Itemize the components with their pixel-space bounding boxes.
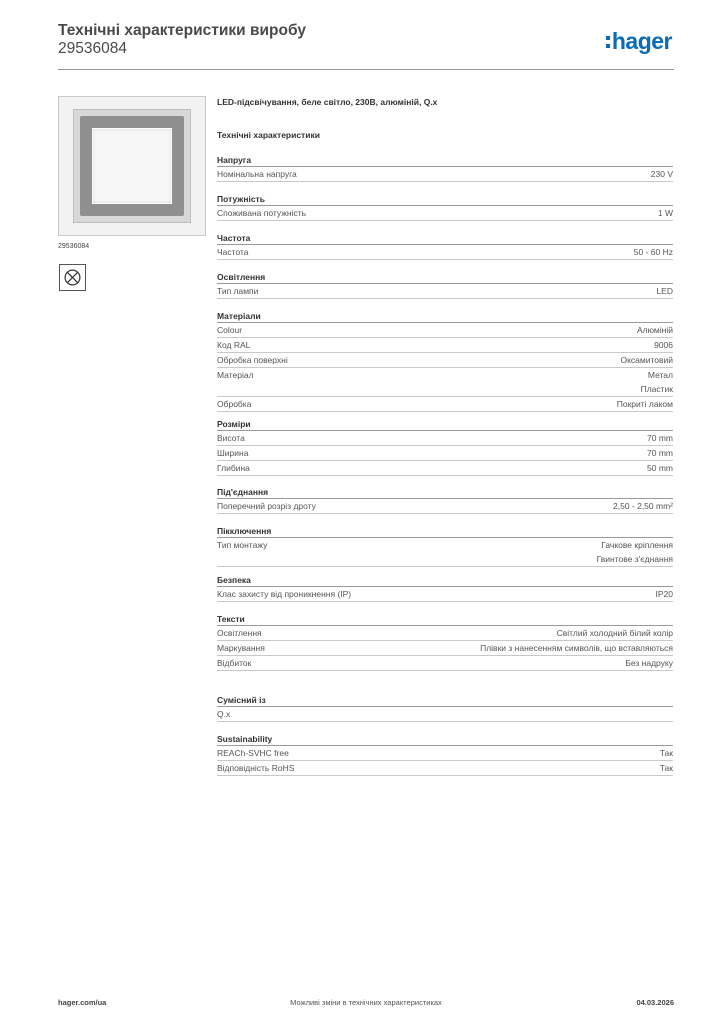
spec-label: Код RAL: [217, 340, 251, 350]
spec-group: [217, 232, 673, 260]
spec-value-line: Оксамитовий: [620, 355, 673, 365]
spec-value: [658, 206, 673, 220]
spec-value: [656, 284, 673, 298]
spec-value-line: 70 mm: [647, 433, 673, 443]
spec-row: [217, 499, 673, 514]
spec-group: [217, 310, 673, 412]
spec-label: Глибина: [217, 463, 250, 473]
spec-value-line: Гвинтове з'єднання: [596, 554, 673, 564]
document-title: Технічні характеристики виробу: [58, 22, 306, 39]
spec-label: Маркування: [217, 643, 265, 653]
spec-value: [654, 338, 673, 352]
spec-value: [557, 626, 673, 640]
spec-row: [217, 245, 673, 260]
spec-value-line: Алюміній: [637, 325, 673, 335]
spec-label: Поперечний розріз дроту: [217, 501, 316, 511]
footer-website: hager.com/ua: [58, 998, 107, 1007]
spec-group-title: Пікключення: [217, 525, 673, 538]
spec-value-line: Світлий холодний білий колір: [556, 628, 673, 638]
spec-row: [217, 538, 673, 567]
image-caption: 29536084: [58, 243, 90, 250]
spec-value: [625, 656, 673, 670]
spec-row: [217, 338, 673, 353]
spec-label: Частота: [217, 247, 249, 257]
spec-group-title: Напруга: [217, 154, 673, 167]
spec-row: [217, 206, 673, 221]
spec-value-line: Пластик: [640, 384, 673, 394]
spec-value: [651, 167, 673, 181]
spec-label: Colour: [217, 325, 243, 335]
spec-group-title: Тексти: [217, 613, 673, 626]
spec-row: [217, 284, 673, 299]
spec-row: [217, 746, 673, 761]
spec-label: Відбиток: [217, 658, 252, 668]
spec-label: Обробка поверхні: [217, 355, 288, 365]
wall-plate: [73, 109, 191, 223]
spec-row: [217, 167, 673, 182]
footer-date: 04.03.2026: [636, 998, 674, 1007]
spec-value-line: Так: [659, 748, 673, 758]
spec-row: [217, 587, 673, 602]
spec-group-title: Матеріали: [217, 310, 673, 323]
product-description: LED-підсвічування, беле світло, 230В, алюміній, Q.x: [217, 97, 438, 107]
page-header: [58, 22, 674, 70]
spec-value: [656, 587, 674, 601]
spec-label: REACh-SVHC free: [217, 748, 289, 758]
spec-label: Висота: [217, 433, 245, 443]
spec-label: Клас захисту від проникнення (IP): [217, 589, 352, 599]
spec-group-title: Потужність: [217, 193, 673, 206]
spec-value-line: 70 mm: [647, 448, 673, 458]
spec-value-line: 1 W: [657, 208, 673, 218]
hager-logo: [606, 28, 672, 55]
spec-value-line: 9006: [654, 340, 673, 350]
spec-row: [217, 323, 673, 338]
spec-value-line: 2,50 - 2,50 mm²: [613, 501, 673, 511]
spec-group: [217, 271, 673, 299]
spec-row: [217, 761, 673, 776]
spec-group: [217, 694, 673, 722]
spec-group-title: Під'єднання: [217, 486, 673, 499]
spec-group-title: Частота: [217, 232, 673, 245]
spec-row: [217, 461, 673, 476]
spec-row: [217, 656, 673, 671]
spec-group: [217, 613, 673, 671]
spec-label: Споживана потужність: [217, 208, 307, 218]
spec-group: [217, 418, 673, 476]
spec-label: Обробка: [217, 399, 252, 409]
spec-row: [217, 397, 673, 412]
spec-value: [647, 431, 673, 445]
spec-value-line: Метал: [647, 370, 673, 380]
logo-text: hager: [611, 28, 672, 54]
spec-label: Відповідність RoHS: [217, 763, 295, 773]
spec-group-title: Розміри: [217, 418, 673, 431]
spec-label: Тип лампи: [217, 286, 259, 296]
spec-group: [217, 486, 673, 514]
led-insert: [92, 128, 172, 204]
spec-row: [217, 626, 673, 641]
spec-content: [217, 96, 673, 773]
spec-group-title: Сумісний із: [217, 694, 673, 707]
spec-value: [647, 446, 673, 460]
spec-value: [660, 761, 673, 775]
spec-value-line: Покриті лаком: [616, 399, 673, 409]
spec-group: [217, 574, 673, 602]
product-image: [58, 96, 206, 236]
spec-value-line: LED: [656, 286, 673, 296]
spec-value: [620, 353, 673, 367]
product-number: 29536084: [58, 40, 127, 57]
spec-row: [217, 368, 673, 397]
spec-value: [634, 245, 673, 259]
lamp-symbol-icon: [59, 264, 86, 291]
spec-row: [217, 431, 673, 446]
spec-value-line: 230 V: [650, 169, 673, 179]
spec-row: [217, 707, 673, 722]
spec-value: [597, 538, 673, 566]
spec-value: [480, 641, 673, 655]
spec-label: Q.x: [217, 709, 231, 719]
spec-row: [217, 353, 673, 368]
spec-group: [217, 154, 673, 182]
spec-value: [613, 499, 673, 513]
spec-label: Освітлення: [217, 628, 262, 638]
logo-dots-icon: [606, 36, 610, 48]
spec-value-line: IP20: [655, 589, 673, 599]
footer-disclaimer: Можливі зміни в технічних характеристиках: [290, 998, 442, 1007]
spec-value-line: Плівки з нанесенням символів, що вставляються: [480, 643, 673, 653]
aluminium-frame: [80, 116, 184, 216]
spec-value: [617, 397, 673, 411]
spec-value-line: Гачкове кріплення: [601, 540, 673, 550]
spec-group: [217, 733, 673, 776]
spec-value: [637, 323, 673, 337]
spec-group: [217, 525, 673, 567]
spec-group-title: Sustainability: [217, 733, 673, 746]
section-heading: Технічні характеристики: [217, 130, 320, 140]
spec-value-line: 50 - 60 Hz: [633, 247, 673, 257]
spec-value-line: 50 mm: [647, 463, 673, 473]
spec-group: [217, 193, 673, 221]
spec-row: [217, 641, 673, 656]
spec-label: Номінальна напруга: [217, 169, 297, 179]
spec-group-title: Освітлення: [217, 271, 673, 284]
spec-row: [217, 446, 673, 461]
spec-value-line: Без надруку: [625, 658, 673, 668]
spec-label: Ширина: [217, 448, 249, 458]
spec-value: [647, 461, 673, 475]
spec-value: [641, 368, 673, 396]
spec-group-title: Безпека: [217, 574, 673, 587]
spec-value-line: Так: [659, 763, 673, 773]
spec-label: Тип монтажу: [217, 540, 268, 550]
spec-value: [660, 746, 673, 760]
spec-label: Матеріал: [217, 370, 254, 380]
